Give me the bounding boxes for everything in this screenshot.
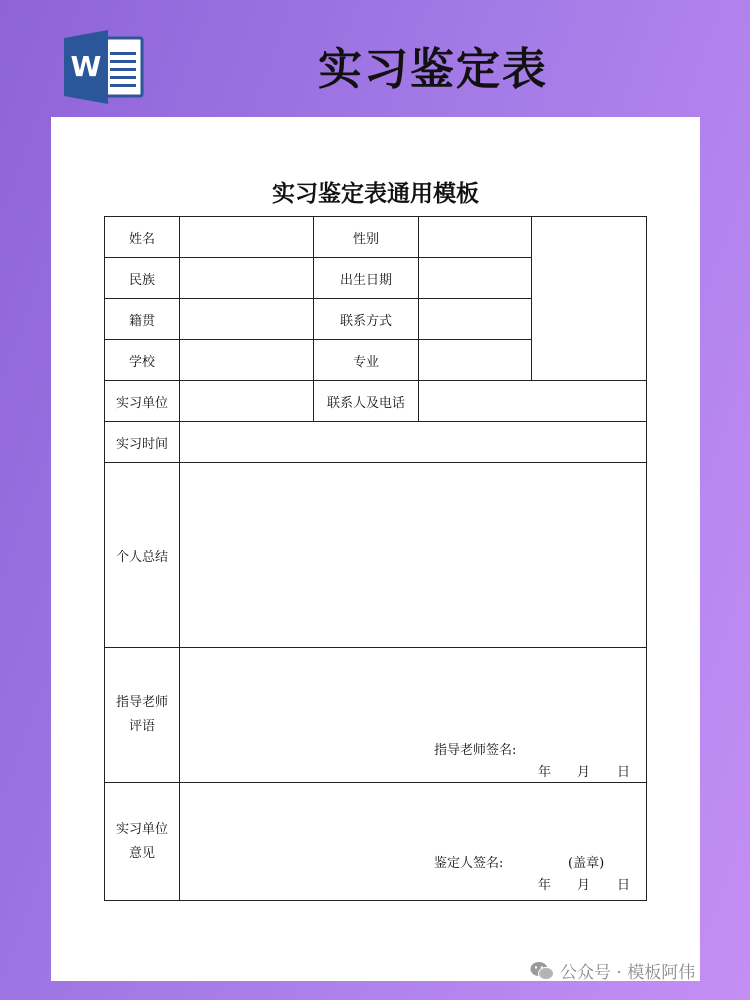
word-logo-letter: W: [70, 50, 102, 83]
label-unit: 实习单位: [105, 381, 180, 422]
document-title: 实习鉴定表通用模板: [272, 180, 479, 207]
banner-title: 实习鉴定表: [318, 44, 548, 95]
date-month: 月: [577, 878, 591, 893]
input-hometown[interactable]: [180, 299, 314, 340]
label-name: 姓名: [105, 217, 180, 258]
wechat-icon: [530, 961, 554, 981]
seal-label: (盖章): [568, 856, 605, 871]
input-unit[interactable]: [180, 381, 314, 422]
watermark: [530, 958, 695, 983]
photo-cell[interactable]: [532, 217, 647, 381]
label-unit-opinion-line1: 实习单位: [115, 821, 168, 837]
label-teacher-comment: [105, 648, 180, 783]
input-contact[interactable]: [419, 299, 532, 340]
appraiser-signature-label: 鉴定人签名:: [434, 856, 504, 871]
label-contact: 联系方式: [314, 299, 419, 340]
input-contact-person-phone[interactable]: [419, 381, 647, 422]
input-gender[interactable]: [419, 217, 532, 258]
appraisal-form-table: [104, 216, 647, 901]
document-page: [51, 117, 700, 981]
label-major: 专业: [314, 340, 419, 381]
label-period: 实习时间: [105, 422, 180, 463]
input-birth-date[interactable]: [419, 258, 532, 299]
date-month: 月: [577, 765, 591, 780]
input-major[interactable]: [419, 340, 532, 381]
date-year: 年: [538, 878, 552, 893]
date-day: 日: [617, 765, 631, 780]
input-ethnicity[interactable]: [180, 258, 314, 299]
input-period[interactable]: [180, 422, 647, 463]
input-unit-opinion[interactable]: [180, 783, 647, 901]
label-school: 学校: [105, 340, 180, 381]
word-logo-icon: [64, 30, 146, 104]
date-year: 年: [538, 765, 552, 780]
input-summary[interactable]: [180, 463, 647, 648]
label-teacher-comment-line1: 指导老师: [115, 695, 168, 710]
label-birth-date: 出生日期: [314, 258, 419, 299]
watermark-text: 公众号 · 模板阿伟: [560, 963, 696, 983]
label-ethnicity: 民族: [105, 258, 180, 299]
label-summary: 个人总结: [105, 463, 180, 648]
label-contact-person-phone: 联系人及电话: [314, 381, 419, 422]
label-hometown: 籍贯: [105, 299, 180, 340]
label-gender: 性别: [314, 217, 419, 258]
label-unit-opinion: [105, 783, 180, 901]
label-unit-opinion-line2: 意见: [128, 845, 155, 861]
input-school[interactable]: [180, 340, 314, 381]
input-teacher-comment[interactable]: [180, 648, 647, 783]
input-name[interactable]: [180, 217, 314, 258]
label-teacher-comment-line2: 评语: [128, 719, 155, 734]
date-day: 日: [617, 878, 631, 893]
teacher-signature-label: 指导老师签名:: [434, 743, 517, 758]
